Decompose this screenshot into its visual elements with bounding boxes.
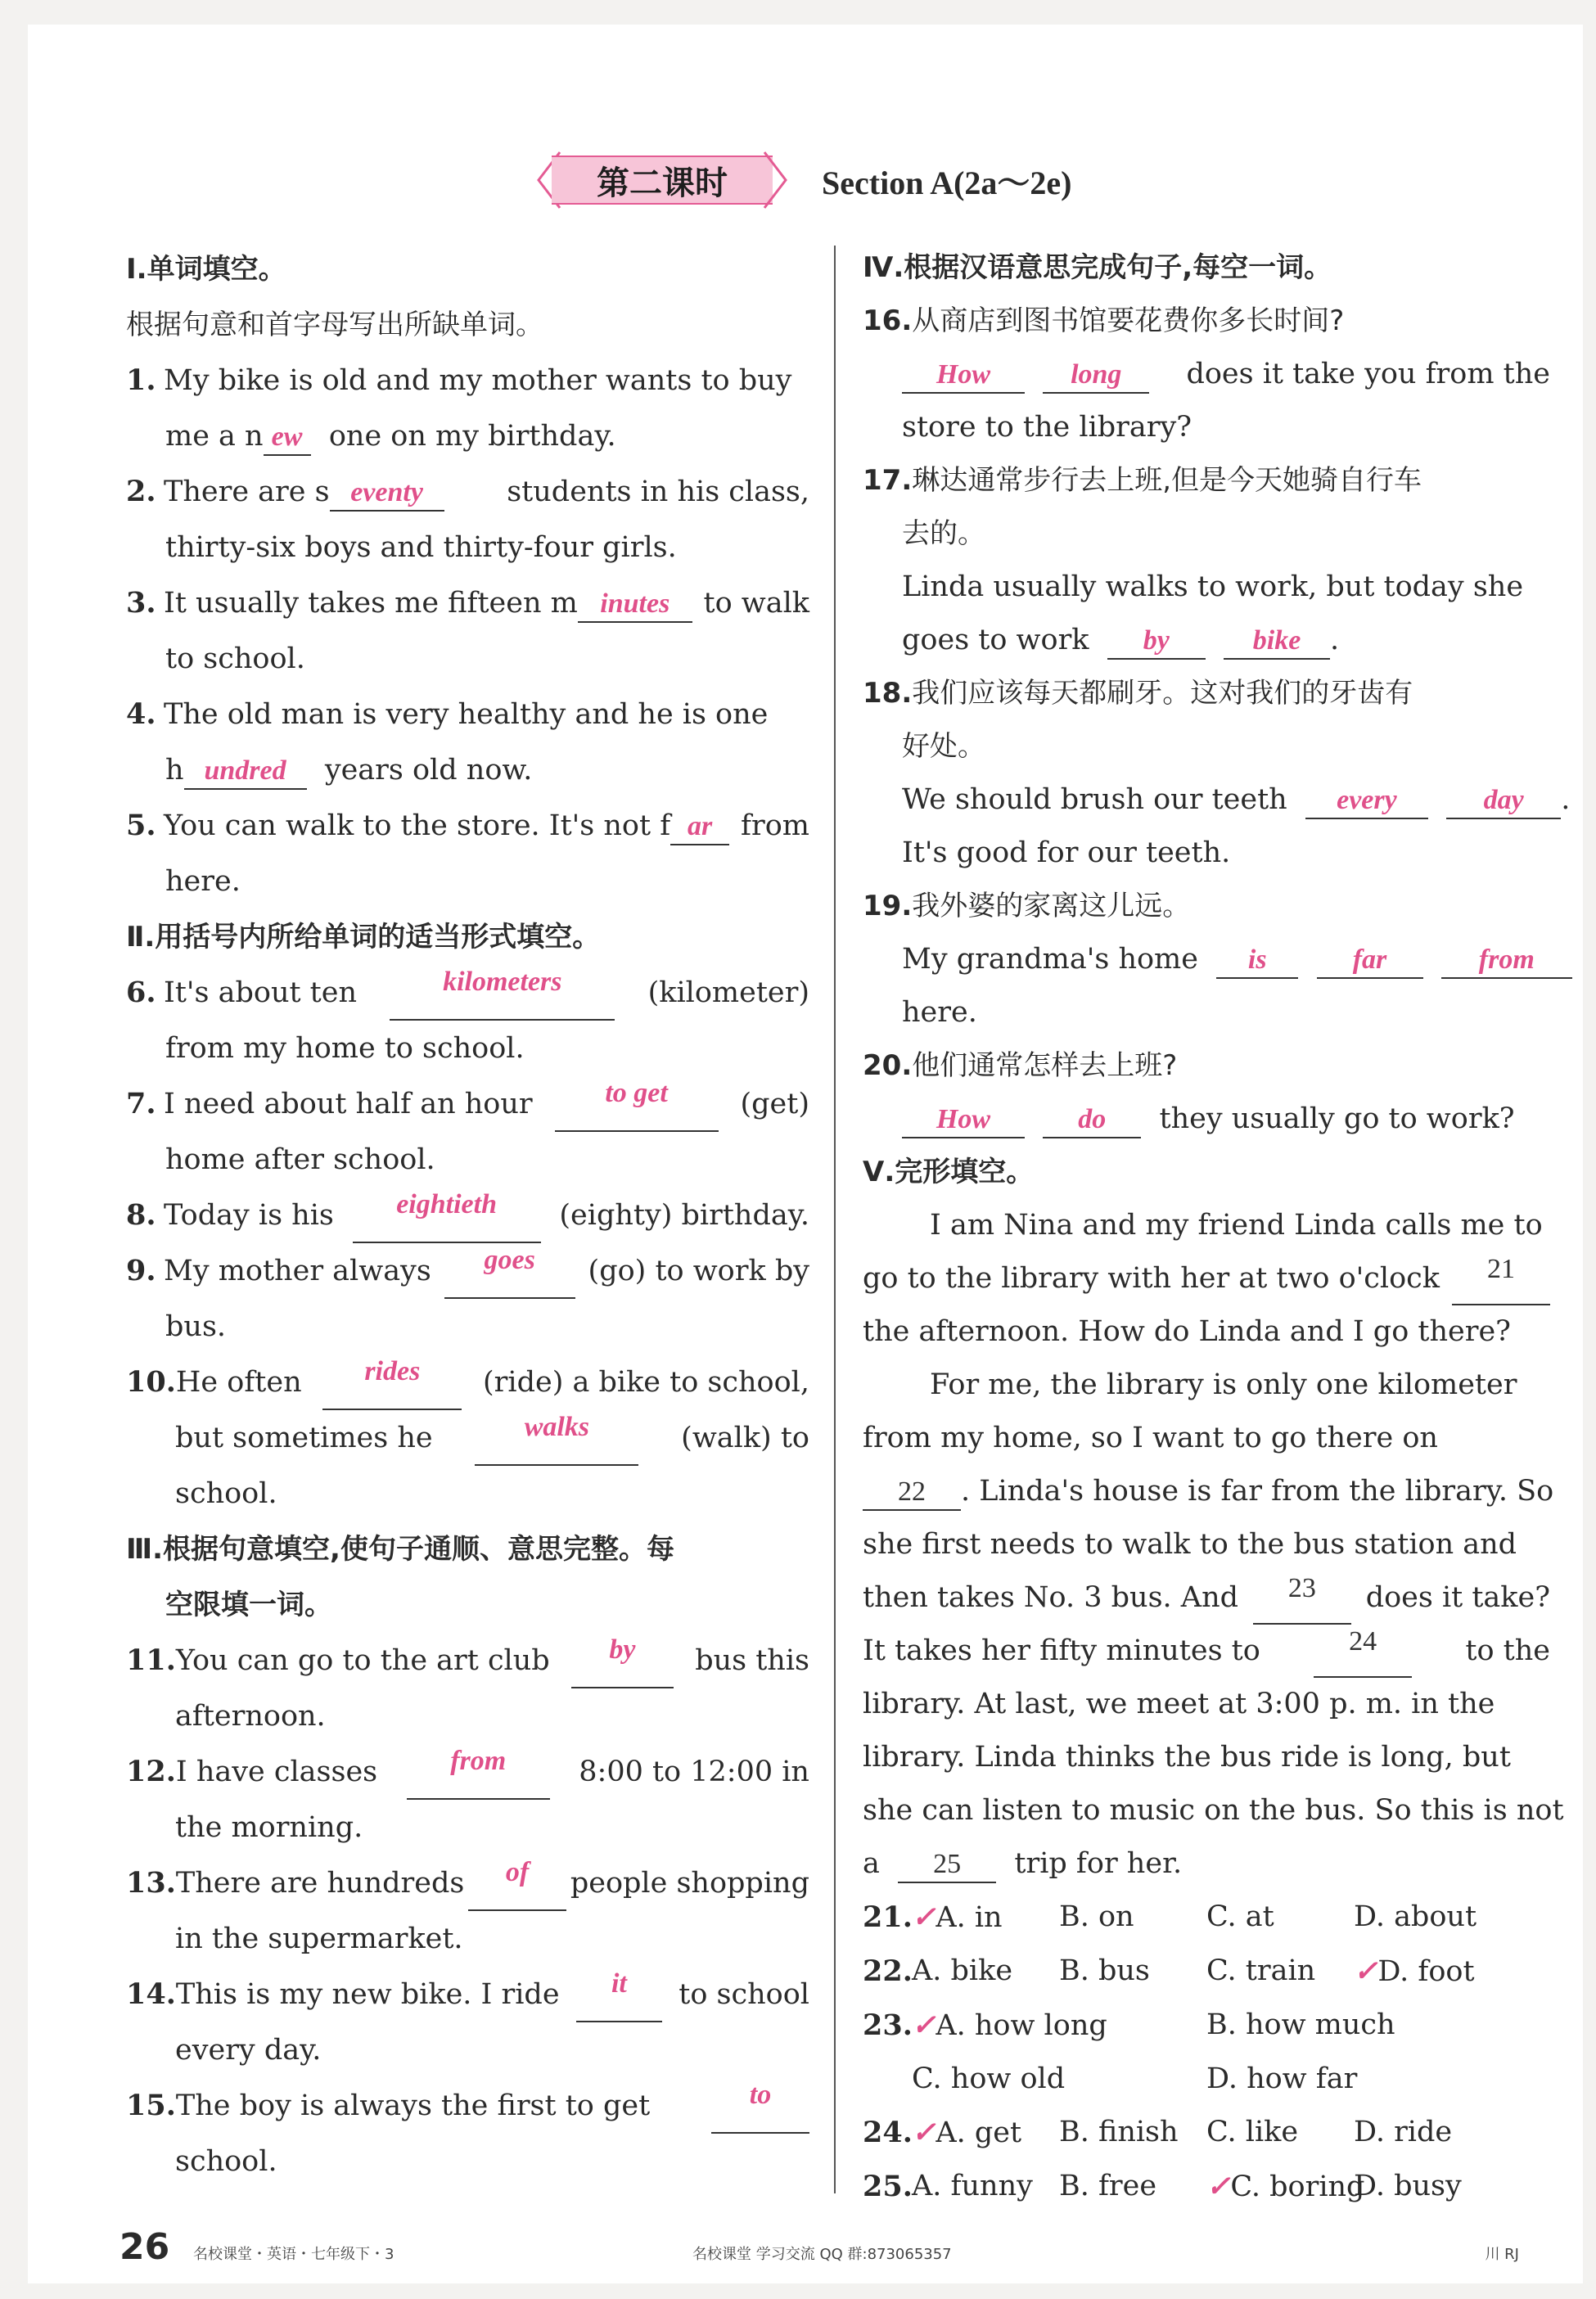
cloze-blank-22[interactable]: 22 <box>863 1475 961 1511</box>
q13-line2: in the supermarket. <box>175 1923 463 1955</box>
q3-line2: to school. <box>165 642 305 675</box>
answer-blank[interactable]: do <box>1043 1102 1141 1138</box>
q4-line1: 4. The old man is very healthy and he is one <box>126 697 769 731</box>
answer-blank[interactable]: How <box>902 1102 1025 1138</box>
answer-blank[interactable]: bike <box>1224 624 1330 660</box>
option-21-b[interactable]: B. on <box>1059 1900 1134 1933</box>
q15-line2: school. <box>175 2145 277 2178</box>
answer-blank[interactable]: from <box>407 1744 550 1800</box>
answer-blank[interactable]: long <box>1043 358 1149 394</box>
check-mark-icon: ✓ <box>912 2008 936 2042</box>
option-22-c[interactable]: C. train <box>1206 1954 1316 1987</box>
answer-blank[interactable]: it <box>576 1967 662 2022</box>
q14-line2: every day. <box>175 2034 322 2067</box>
q19-chinese: 19.我外婆的家离这儿远。 <box>863 890 1191 922</box>
check-mark-icon: ✓ <box>1206 2170 1231 2203</box>
answer-blank[interactable]: is <box>1216 943 1298 979</box>
q19-english-1: My grandma's home is far from <box>863 933 1550 986</box>
q17-chinese-1: 17.琳达通常步行去上班,但是今天她骑自行车 <box>863 464 1422 497</box>
option-row-25: 25. A. funny B. free ✓C. boring D. busy <box>863 2160 1550 2214</box>
cloze-line: from my home, so I want to go there on <box>863 1422 1438 1454</box>
answer-blank[interactable]: day <box>1446 783 1561 819</box>
workbook-page <box>28 25 1583 2283</box>
cloze-line: she can listen to music on the bus. So this is not <box>863 1794 1564 1827</box>
option-21-d[interactable]: D. about <box>1354 1900 1477 1933</box>
q6-line2: from my home to school. <box>165 1032 525 1065</box>
page-footer <box>119 2226 1552 2275</box>
q16-english-2: store to the library? <box>902 411 1192 444</box>
q15-line1: 15.The boy is always the first to get to <box>126 2078 809 2134</box>
answer-blank[interactable]: of <box>468 1855 566 1911</box>
cloze-blank-25[interactable]: 25 <box>898 1847 996 1883</box>
q20-chinese: 20.他们通常怎样去上班? <box>863 1049 1178 1082</box>
option-24-a[interactable]: ✓A. get <box>912 2116 1022 2149</box>
q19-english-2: here. <box>902 996 977 1029</box>
option-23-a[interactable]: ✓A. how long <box>912 2008 1107 2042</box>
q10-line2: but sometimes he walks (walk) to <box>126 1410 809 1466</box>
q8-line: 8. Today is his eightieth (eighty) birthday. <box>126 1188 809 1243</box>
cloze-line: I am Nina and my friend Linda calls me to <box>930 1209 1543 1242</box>
q7-line2: home after school. <box>165 1143 435 1176</box>
part2-heading: Ⅱ.用括号内所给单词的适当形式填空。 <box>126 921 601 953</box>
q14-line1: 14.This is my new bike. I ride it to school <box>126 1967 809 2022</box>
option-row-23a: 23. ✓A. how long B. how much <box>863 1999 1550 2053</box>
cloze-line: library. At last, we meet at 3:00 p. m. in the <box>863 1688 1495 1720</box>
answer-blank[interactable]: How <box>902 358 1025 394</box>
check-mark-icon: ✓ <box>912 1900 936 1934</box>
answer-blank[interactable]: by <box>571 1633 674 1688</box>
option-row-23b <box>863 2053 1550 2106</box>
q2-line1: 2. There are s eventy students in his class, <box>126 464 809 520</box>
option-25-d[interactable]: D. busy <box>1354 2170 1462 2202</box>
cloze-line: go to the library with her at two o'clock 21 <box>863 1252 1550 1305</box>
check-mark-icon: ✓ <box>1354 1954 1378 1988</box>
option-24-b[interactable]: B. finish <box>1059 2116 1179 2148</box>
q20-english: How do they usually go to work? <box>863 1093 1550 1146</box>
lesson-banner <box>535 149 789 211</box>
footer-qq-group: 名校课堂 学习交流 QQ 群:873065357 <box>692 2246 952 2263</box>
option-22-a[interactable]: A. bike <box>912 1954 1013 1987</box>
cloze-line: then takes No. 3 bus. And 23 does it take? <box>863 1571 1550 1625</box>
q10-line3: school. <box>175 1477 277 1510</box>
option-row-22: 22. A. bike B. bus C. train ✓D. foot <box>863 1945 1550 1999</box>
q18-chinese-1: 18.我们应该每天都刷牙。这对我们的牙齿有 <box>863 677 1413 710</box>
footer-book-info: 名校课堂・英语・七年级下・3 <box>193 2246 394 2263</box>
q13-line1: 13.There are hundreds of people shopping <box>126 1855 809 1911</box>
column-divider <box>834 246 836 2193</box>
q5-line2: here. <box>165 865 241 898</box>
q18-english-2: It's good for our teeth. <box>902 836 1231 869</box>
q12-line2: the morning. <box>175 1811 363 1844</box>
option-25-b[interactable]: B. free <box>1059 2170 1157 2202</box>
cloze-blank-21[interactable]: 21 <box>1452 1252 1550 1305</box>
cloze-line: For me, the library is only one kilometer <box>930 1368 1517 1401</box>
cloze-blank-23[interactable]: 23 <box>1253 1571 1351 1625</box>
section-title: Section A(2a～2e) <box>822 164 1072 201</box>
option-22-d[interactable]: ✓D. foot <box>1354 1954 1475 1988</box>
cloze-line: a 25 trip for her. <box>863 1837 1550 1891</box>
cloze-line: the afternoon. How do Linda and I go there? <box>863 1315 1511 1348</box>
q6-line1: 6. It's about ten kilometers (kilometer) <box>126 965 809 1021</box>
q11-line1: 11.You can go to the art club by bus this <box>126 1633 809 1688</box>
part1-heading: Ⅰ.单词填空。 <box>126 253 286 286</box>
q12-line1: 12.I have classes from 8:00 to 12:00 in <box>126 1744 809 1800</box>
part5-heading: Ⅴ.完形填空。 <box>863 1156 1035 1188</box>
lesson-label: 第二课时 <box>597 164 728 202</box>
cloze-line: 22 . Linda's house is far from the library. So <box>863 1465 1550 1518</box>
answer-blank[interactable]: ew <box>264 420 311 456</box>
option-24-d[interactable]: D. ride <box>1354 2116 1453 2148</box>
answer-blank[interactable]: kilometers <box>390 965 615 1021</box>
answer-blank[interactable]: to <box>711 2078 809 2134</box>
answer-blank[interactable]: eventy <box>330 476 444 512</box>
lesson-title <box>535 147 1072 213</box>
answer-blank[interactable]: eightieth <box>353 1188 541 1243</box>
option-24-c[interactable]: C. like <box>1206 2116 1299 2148</box>
option-row-21: 21. ✓A. in B. on C. at D. about <box>863 1891 1550 1945</box>
option-25-c[interactable]: ✓C. boring <box>1206 2170 1365 2203</box>
option-25-a[interactable]: A. funny <box>912 2170 1033 2202</box>
answer-blank[interactable]: every <box>1305 783 1428 819</box>
answer-blank[interactable]: from <box>1441 943 1572 979</box>
q2-line2: thirty-six boys and thirty-four girls. <box>165 531 677 564</box>
option-23-d[interactable]: D. how far <box>1206 2062 1358 2095</box>
answer-blank[interactable]: by <box>1107 624 1206 660</box>
q9-line2: bus. <box>165 1310 227 1343</box>
part3-heading-2: 空限填一词。 <box>165 1589 332 1621</box>
option-21-a[interactable]: ✓A. in <box>912 1900 1003 1934</box>
answer-blank[interactable]: walks <box>475 1410 638 1466</box>
q17-chinese-2: 去的。 <box>902 517 985 550</box>
q9-line1: 9. My mother always goes (go) to work by <box>126 1243 809 1299</box>
q5-line1: 5. You can walk to the store. It's not f ar from <box>126 798 809 854</box>
part1-instruction: 根据句意和首字母写出所缺单词。 <box>126 309 543 341</box>
q3-line1: 3. It usually takes me fifteen m inutes to walk <box>126 575 809 631</box>
cloze-blank-24[interactable]: 24 <box>1314 1625 1412 1678</box>
footer-edition: 川 RJ <box>1485 2246 1519 2263</box>
q11-line2: afternoon. <box>175 1700 326 1733</box>
q10-line1: 10.He often rides (ride) a bike to school, <box>126 1355 809 1410</box>
q18-chinese-2: 好处。 <box>902 730 985 763</box>
part3-heading-1: Ⅲ.根据句意填空,使句子通顺、意思完整。每 <box>126 1533 674 1566</box>
answer-blank[interactable]: inutes <box>578 587 692 623</box>
answer-blank[interactable]: undred <box>184 754 307 790</box>
check-mark-icon: ✓ <box>912 2116 936 2149</box>
q1-line1: 1. My bike is old and my mother wants to buy <box>126 363 792 397</box>
option-21-c[interactable]: C. at <box>1206 1900 1274 1933</box>
cloze-line: she first needs to walk to the bus station and <box>863 1528 1517 1561</box>
option-23-b[interactable]: B. how much <box>1206 2008 1395 2041</box>
answer-blank[interactable]: far <box>1317 943 1423 979</box>
answer-blank[interactable]: ar <box>670 809 729 845</box>
option-22-b[interactable]: B. bus <box>1059 1954 1150 1987</box>
answer-blank[interactable]: rides <box>322 1355 462 1410</box>
right-column <box>863 241 1571 2214</box>
left-column <box>126 241 809 2189</box>
q18-english-1: We should brush our teeth every day . <box>863 773 1550 827</box>
cloze-line: It takes her fifty minutes to 24 to the <box>863 1625 1550 1678</box>
part4-heading: Ⅳ.根据汉语意思完成句子,每空一词。 <box>863 251 1332 284</box>
q16-chinese: 16.从商店到图书馆要花费你多长时间? <box>863 304 1345 337</box>
q16-english-1: How long does it take you from the <box>863 348 1550 401</box>
q4-line2: h undred years old now. <box>126 742 809 798</box>
page-number: 26 <box>119 2226 170 2268</box>
q1-line2: me a n ew one on my birthday. <box>126 408 809 464</box>
option-23-c[interactable]: C. how old <box>912 2062 1066 2095</box>
cloze-line: library. Linda thinks the bus ride is long, but <box>863 1741 1511 1774</box>
option-row-24: 24. ✓A. get B. finish C. like D. ride <box>863 2106 1550 2160</box>
q17-english-1: Linda usually walks to work, but today she <box>902 570 1524 603</box>
answer-blank[interactable]: to get <box>555 1076 719 1132</box>
q7-line1: 7. I need about half an hour to get (get) <box>126 1076 809 1132</box>
answer-blank[interactable]: goes <box>444 1243 575 1299</box>
q17-english-2: goes to work by bike . <box>863 614 1550 667</box>
